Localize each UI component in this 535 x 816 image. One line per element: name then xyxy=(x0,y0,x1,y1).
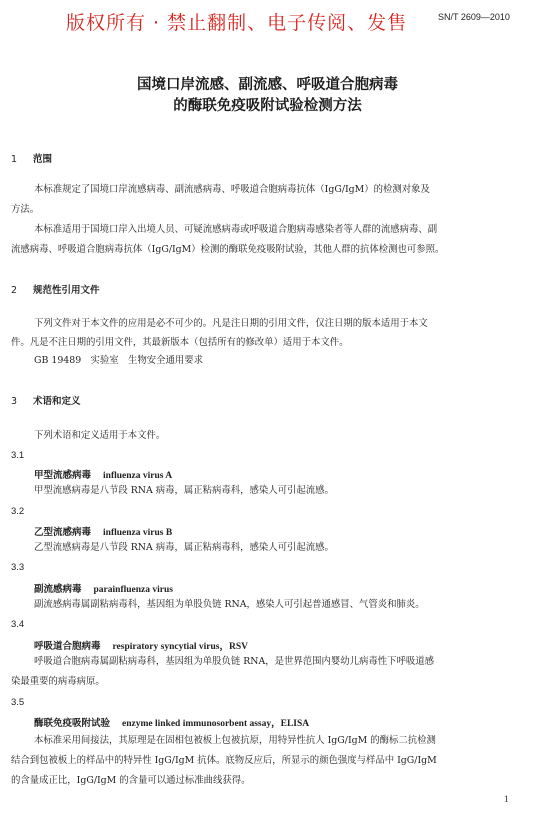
term-en: respiratory syncytial virus，RSV xyxy=(112,642,248,652)
paragraph-line: 本标准适用于国境口岸入出境人员、可疑流感病毒或呼吸道合胞病毒感染者等人群的流感病毒、副 xyxy=(34,224,438,235)
section-title: 术语和定义 xyxy=(33,396,81,407)
document-title-line1: 国境口岸流感、副流感、呼吸道合胞病毒 xyxy=(137,77,398,93)
term-number: 3.5 xyxy=(11,697,25,708)
section-number: 3 xyxy=(11,396,18,407)
term-number: 3.4 xyxy=(11,619,25,630)
term-en: parainfluenza virus xyxy=(93,585,173,595)
term-cn: 甲型流感病毒 xyxy=(34,470,92,481)
paragraph-line: 本标准规定了国境口岸流感病毒、副流感病毒、呼吸道合胞病毒抗体（IgG/IgM）的检测对象及 xyxy=(34,184,430,195)
copyright-watermark: 版权所有 · 禁止翻制、电子传阅、发售 xyxy=(66,12,408,34)
term-definition: 呼吸道合胞病毒属副粘病毒科，基因组为单股负链 RNA，是世界范围内婴幼儿病毒性下呼吸道感 xyxy=(34,656,435,667)
document-title-line2: 的酶联免疫吸附试验检测方法 xyxy=(173,98,362,114)
paragraph-line: 下列文件对于本文件的应用是必不可少的。凡是注日期的引用文件，仅注日期的版本适用于本文 xyxy=(34,318,428,329)
term-en: influenza virus A xyxy=(103,471,173,481)
section-1-heading xyxy=(11,151,52,165)
term-en: enzyme linked immunosorbent assay，ELISA xyxy=(122,719,310,729)
paragraph-line: 方法。 xyxy=(11,204,40,215)
term-definition: 甲型流感病毒是八节段 RNA 病毒，属正粘病毒科，感染人可引起流感。 xyxy=(34,485,334,496)
paragraph-line: 件。凡是不注日期的引用文件，其最新版本（包括所有的修改单）适用于本文件。 xyxy=(11,337,349,348)
term-cn: 乙型流感病毒 xyxy=(34,527,92,538)
standard-number: SN/T 2609—2010 xyxy=(438,12,510,22)
paragraph-line: 下列术语和定义适用于本文件。 xyxy=(34,430,166,441)
term-cn: 呼吸道合胞病毒 xyxy=(34,641,101,652)
term-number: 3.3 xyxy=(11,562,25,573)
term-number: 3.1 xyxy=(11,450,25,461)
term-number: 3.2 xyxy=(11,506,25,517)
page-number: 1 xyxy=(504,794,509,804)
term-heading xyxy=(34,524,172,538)
term-heading xyxy=(34,467,172,481)
term-en: influenza virus B xyxy=(103,528,173,538)
term-definition: 的含量成正比，IgG/IgM 的含量可以通过标准曲线获得。 xyxy=(11,775,251,786)
normative-reference: GB 19489 实验室 生物安全通用要求 xyxy=(34,355,204,366)
section-number: 2 xyxy=(11,285,18,296)
section-title: 范围 xyxy=(33,154,53,165)
section-2-heading xyxy=(11,282,100,296)
term-definition: 染最重要的病毒病原。 xyxy=(11,676,105,687)
term-cn: 酶联免疫吸附试验 xyxy=(34,718,111,729)
term-cn: 副流感病毒 xyxy=(34,584,82,595)
section-3-heading xyxy=(11,393,81,407)
paragraph-line: 流感病毒、呼吸道合胞病毒抗体（IgG/IgM）检测的酶联免疫吸附试验，其他人群的抗体检测也可参照。 xyxy=(11,244,445,255)
term-definition: 结合到包被板上的样品中的特异性 IgG/IgM 抗体。底物反应后，所显示的颜色强度与样品中 IgG/IgM xyxy=(11,755,437,766)
term-definition: 本标准采用间接法，其原理是在固相包被板上包被抗原，用特异性抗人 IgG/IgM 的酶标二抗检测 xyxy=(34,735,436,746)
section-number: 1 xyxy=(11,154,18,165)
term-heading xyxy=(34,715,309,729)
term-definition: 副流感病毒属副粘病毒科，基因组为单股负链 RNA，感染人可引起普通感冒、气管炎和肺炎。 xyxy=(34,599,425,610)
section-title: 规范性引用文件 xyxy=(33,285,100,296)
term-heading xyxy=(34,581,173,595)
term-heading xyxy=(34,638,248,652)
term-definition: 乙型流感病毒是八节段 RNA 病毒，属正粘病毒科，感染人可引起流感。 xyxy=(34,542,334,553)
